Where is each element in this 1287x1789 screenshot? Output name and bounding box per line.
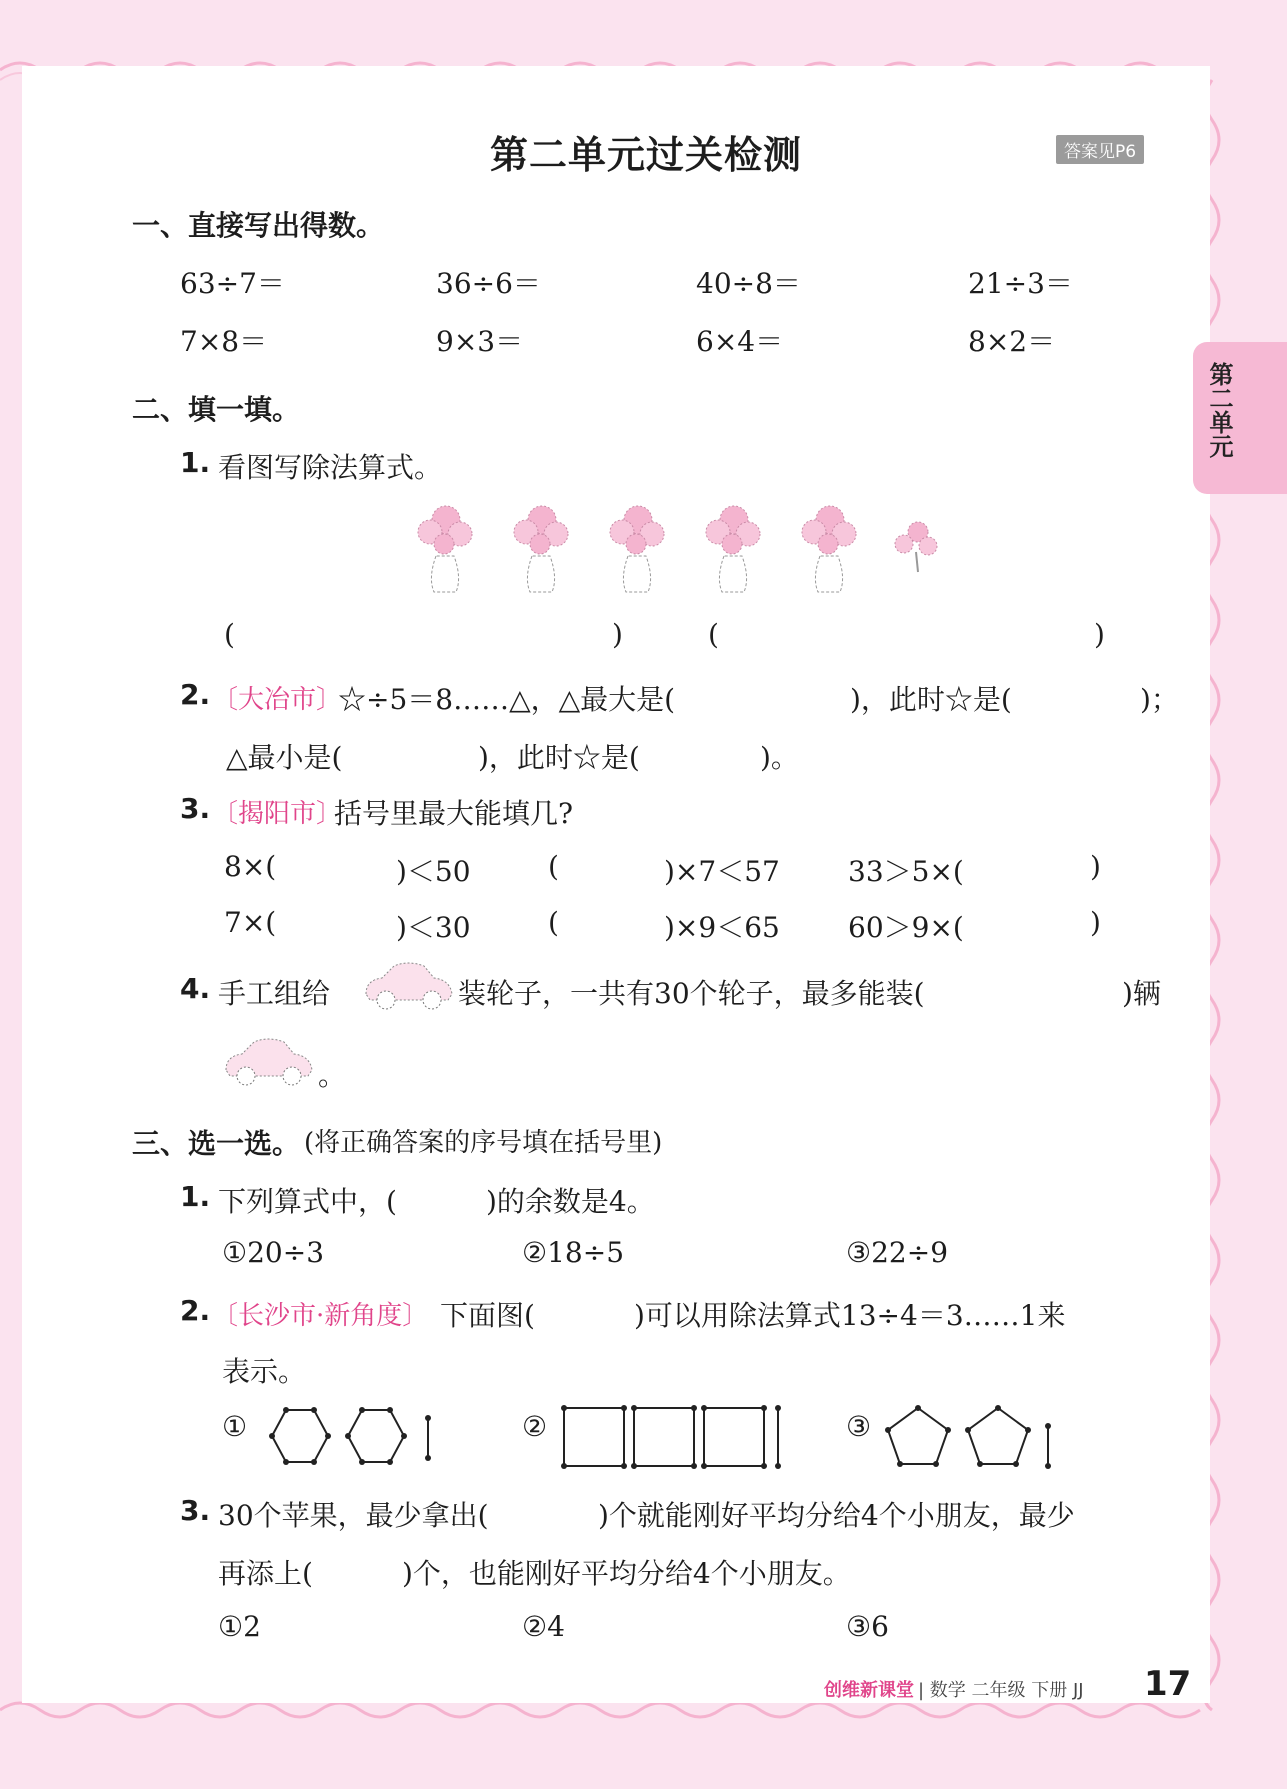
answer-reference-badge: 答案见P6 (1056, 135, 1144, 164)
question-text: ☆÷5＝8……△，△最大是( (338, 683, 676, 716)
fill-item-right: )×9＜65 (664, 911, 780, 944)
fill-item-left: 8×( (224, 850, 277, 883)
question-text: 括号里最大能填几? (334, 797, 574, 830)
section-2-heading: 二、填一填。 (132, 393, 301, 426)
question-text: )个就能刚好平均分给4个小朋友，最少 (598, 1499, 1075, 1532)
question-text: 看图写除法算式。 (218, 451, 443, 484)
footer-book-info: | 数学 二年级 下册 JJ (918, 1680, 1084, 1701)
source-tag: 〔揭阳市〕 (212, 799, 343, 829)
question-text: )的余数是4。 (486, 1185, 655, 1218)
flower-vase-icon (802, 506, 856, 592)
fill-item-left: 60＞9×( (848, 911, 964, 944)
question-text: 装轮子，一共有30个轮子，最多能装( (458, 977, 925, 1010)
section-3-heading: 三、选一选。 (132, 1127, 301, 1160)
question-number: 3. (180, 1494, 211, 1527)
question-number: 2. (180, 1294, 211, 1327)
toy-car-icon (360, 956, 456, 1014)
flower-bunch-icon (895, 522, 937, 572)
fill-item-right: )×7＜57 (664, 855, 780, 888)
answer-paren-left: ( (224, 618, 235, 651)
question-text: )，此时☆是( (478, 741, 640, 774)
answer-paren-left: ( (708, 618, 719, 651)
fill-item-right: )＜50 (396, 855, 471, 888)
fill-item-right: )＜30 (396, 911, 471, 944)
question-number: 1. (180, 1180, 211, 1213)
answer-paren-right: ) (1094, 618, 1105, 651)
question-text: )。 (760, 741, 799, 774)
calc-item: 8×2＝ (968, 325, 1056, 358)
question-text: 手工组给 (218, 977, 331, 1010)
question-text: )，此时☆是( (850, 683, 1012, 716)
question-number: 4. (180, 972, 211, 1005)
question-text: 30个苹果，最少拿出( (218, 1499, 489, 1532)
question-text: )辆 (1122, 977, 1161, 1010)
option-mark: ③ (846, 1410, 872, 1443)
question-text: △最小是( (226, 741, 343, 774)
question-text: )； (1140, 683, 1179, 716)
question-number: 2. (180, 678, 211, 711)
flower-vase-icon (514, 506, 568, 592)
footer-brand: 创维新课堂 (824, 1680, 914, 1701)
source-tag: 〔长沙市·新角度〕 (212, 1301, 429, 1331)
option-item: ②18÷5 (522, 1236, 625, 1269)
source-tag: 〔大冶市〕 (212, 685, 343, 715)
fill-item-right: ) (1090, 906, 1101, 939)
fill-item-right: ) (1090, 850, 1101, 883)
calc-item: 7×8＝ (180, 325, 268, 358)
question-text: 再添上( (218, 1557, 313, 1590)
fill-item-left: 33＞5×( (848, 855, 964, 888)
option-item: ①2 (218, 1610, 261, 1643)
question-text: 下列算式中，( (218, 1185, 397, 1218)
question-text: 下面图( (440, 1299, 535, 1332)
question-text: )可以用除法算式13÷4＝3……1来 (634, 1299, 1066, 1332)
option-mark: ② (522, 1410, 548, 1443)
question-text: 表示。 (222, 1355, 307, 1388)
flower-vase-icon (418, 506, 472, 592)
unit-side-tab-label: 第二单元 (1205, 362, 1233, 458)
section-1-heading: 一、直接写出得数。 (132, 209, 385, 242)
page-title: 第二单元过关检测 (490, 133, 803, 177)
question-text: )个，也能刚好平均分给4个小朋友。 (402, 1557, 851, 1590)
question-number: 3. (180, 792, 211, 825)
section-3-note: (将正确答案的序号填在括号里) (304, 1128, 663, 1158)
square-sticks-figure (558, 1400, 790, 1474)
page-number: 17 (1144, 1664, 1192, 1704)
calc-item: 40÷8＝ (696, 267, 801, 300)
fill-item-left: ( (548, 906, 559, 939)
calc-item: 36÷6＝ (436, 267, 541, 300)
fill-item-left: ( (548, 850, 559, 883)
option-item: ③22÷9 (846, 1236, 949, 1269)
flower-vases-illustration (410, 492, 950, 602)
toy-car-icon (220, 1034, 320, 1090)
flower-vase-icon (610, 506, 664, 592)
option-mark: ① (222, 1410, 248, 1443)
flower-vase-icon (706, 506, 760, 592)
option-item: ③6 (846, 1610, 889, 1643)
option-item: ①20÷3 (222, 1236, 325, 1269)
calc-item: 63÷7＝ (180, 267, 285, 300)
calc-item: 6×4＝ (696, 325, 784, 358)
calc-item: 9×3＝ (436, 325, 524, 358)
fill-item-left: 7×( (224, 906, 277, 939)
pentagon-sticks-figure (880, 1400, 1060, 1474)
question-number: 1. (180, 446, 211, 479)
calc-item: 21÷3＝ (968, 267, 1073, 300)
option-item: ②4 (522, 1610, 565, 1643)
hexagon-sticks-figure (258, 1400, 448, 1474)
answer-paren-right: ) (612, 618, 623, 651)
question-text: 。 (318, 1059, 347, 1092)
